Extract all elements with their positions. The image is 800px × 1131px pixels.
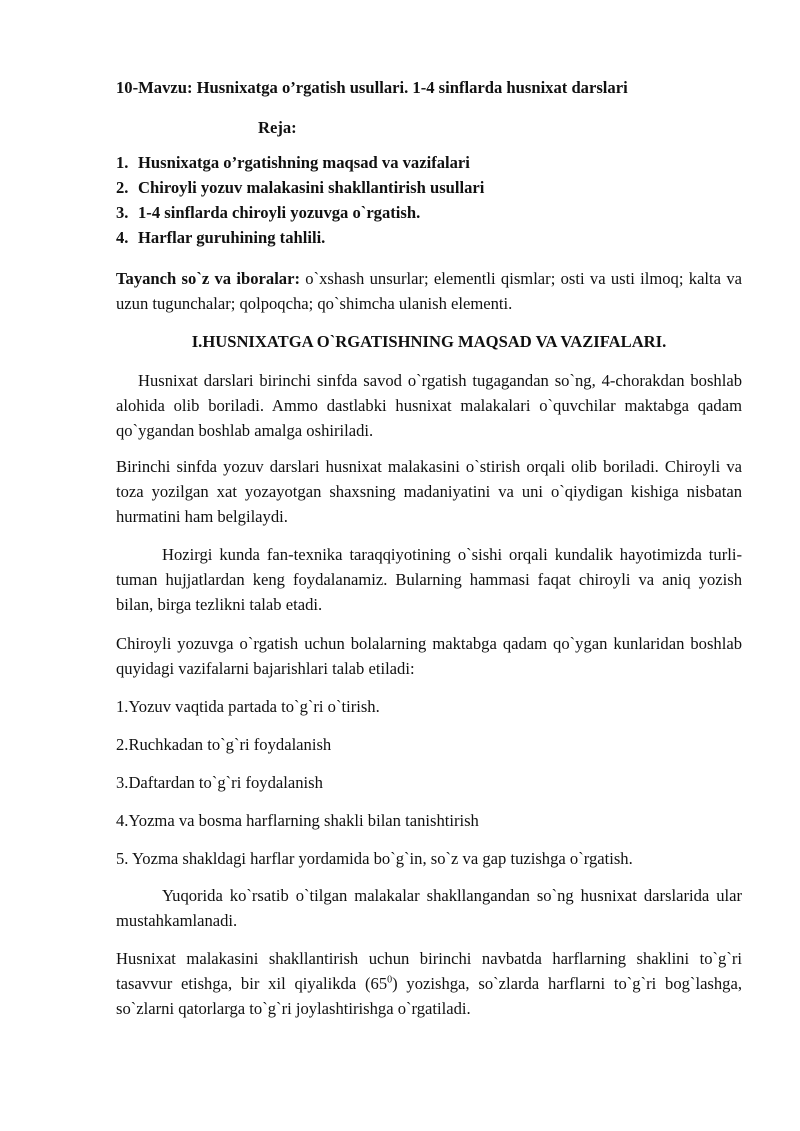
plan-item-number: 4. [116, 228, 129, 247]
paragraph-text: ) yozishga, so`zlarda harflarni to`g`ri bog`lashga, so`zlarni qatorlarga to`g`ri joylashtirishga o`rgatiladi. [116, 974, 742, 1018]
keywords-paragraph [116, 266, 742, 316]
plan-item [116, 175, 742, 200]
paragraph: Yuqorida ko`rsatib o`tilgan malakalar shakllangandan so`ng husnixat darslarida ular mustahkamlanadi. [116, 886, 742, 930]
task-item: 3.Daftardan to`g`ri foydalanish [116, 773, 323, 792]
paragraph: Hozirgi kunda fan-texnika taraqqiyotining o`sishi orqali kundalik hayotimizda turli-tuman hujjatlardan keng foydalanamiz. Bularning hammasi faqat chiroyli va aniq yozish bilan, birga tezlikni talab etadi. [116, 545, 742, 614]
plan-heading: Reja: [258, 118, 297, 137]
document-title: 10-Mavzu: Husnixatga o’rgatish usullari. 1-4 sinflarda husnixat darslari [116, 78, 628, 97]
task-item: 2.Ruchkadan to`g`ri foydalanish [116, 735, 332, 754]
degree-superscript: 0 [387, 974, 393, 986]
keywords-text: o`xshash unsurlar; elementli qismlar; osti va usti ilmoq; kalta va uzun tugunchalar; qolpoqcha; qo`shimcha ulanish elementi. [116, 269, 742, 313]
keywords-label: Tayanch so`z va iboralar: [116, 269, 300, 288]
plan-item-number: 1. [116, 153, 129, 172]
task-item: 4.Yozma va bosma harflarning shakli bilan tanishtirish [116, 811, 479, 830]
paragraph: Husnixat darslari birinchi sinfda savod o`rgatish tugagandan so`ng, 4-chorakdan boshlab alohida olib boriladi. Ammo dastlabki husnixat malakalari o`quvchilar maktabga qadam qo`ygandan boshlab amalga oshiriladi. [116, 371, 742, 440]
plan-item [116, 200, 742, 225]
plan-item-text: Husnixatga o’rgatishning maqsad va vazifalari [138, 153, 470, 172]
paragraph: Chiroyli yozuvga o`rgatish uchun bolalarning maktabga qadam qo`ygan kunlaridan boshlab quyidagi vazifalarni bajarishlari talab etiladi: [116, 634, 742, 678]
plan-item-number: 2. [116, 178, 129, 197]
task-item: 1.Yozuv vaqtida partada to`g`ri o`tirish. [116, 697, 380, 716]
plan-item-text: Harflar guruhining tahlili. [138, 228, 326, 247]
plan-item [116, 225, 742, 250]
plan-list [116, 150, 742, 250]
task-item: 5. Yozma shakldagi harflar yordamida bo`g`in, so`z va gap tuzishga o`rgatish. [116, 849, 633, 868]
paragraph [116, 946, 742, 1021]
paragraph-text: Husnixat malakasini shakllantirish uchun birinchi navbatda harflarning shaklini to`g`ri tasavvur etishga, bir xil qiyalikda (65 [116, 949, 742, 993]
plan-item-text: Chiroyli yozuv malakasini shakllantirish usullari [138, 178, 485, 197]
paragraph: Birinchi sinfda yozuv darslari husnixat malakasini o`stirish orqali olib boriladi. Chiroyli va toza yozilgan xat yozayotgan shaxsning madaniyatini va uni o`qiydigan kishiga nisbatan hurmatini ham belgilaydi. [116, 457, 742, 526]
section-heading: I.HUSNIXATGA O`RGATISHNING MAQSAD VA VAZIFALARI. [191, 332, 667, 351]
plan-item [116, 150, 742, 175]
plan-item-text: 1-4 sinflarda chiroyli yozuvga o`rgatish. [138, 203, 421, 222]
plan-item-number: 3. [116, 203, 129, 222]
